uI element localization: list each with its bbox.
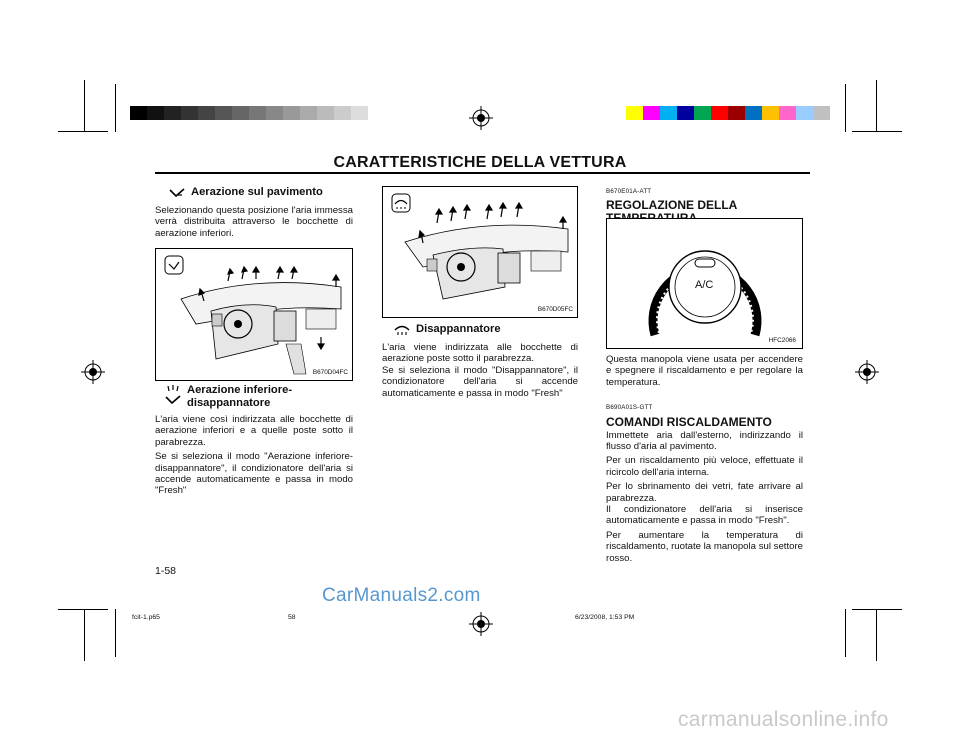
dashboard-illustration [156, 249, 353, 381]
registration-crosshair-icon [81, 360, 105, 384]
floor-defrost-text-1: L'aria viene così indirizzata alle bocchette di aerazione inferiori e a quelle poste sotto il parabrezza. [155, 414, 353, 448]
footer-timestamp: 6/23/2008, 1:53 PM [575, 614, 635, 621]
figure-temperature-knob [606, 218, 803, 349]
floor-text: Selezionando questa posizione l'aria immessa verrà distribuita attraverso le bocchette di aerazione inferiori. [155, 205, 353, 239]
calibration-swatch [164, 106, 181, 120]
calibration-swatch [198, 106, 215, 120]
floor-defrost-heading-2: disappannatore [187, 397, 271, 409]
calibration-swatch [249, 106, 266, 120]
figure-label: B670D05FC [537, 306, 573, 313]
calibration-swatch [796, 106, 813, 120]
page-title: CARATTERISTICHE DELLA VETTURA [333, 154, 627, 171]
watermark: CarManuals2.com [322, 585, 481, 606]
calibration-swatch [266, 106, 283, 120]
calibration-swatch [317, 106, 334, 120]
defrost-icon [394, 322, 410, 336]
floor-vent-icon [169, 187, 185, 199]
calibration-swatch [660, 106, 677, 120]
right-column-bottom [606, 354, 803, 567]
defrost-heading: Disappannatore [416, 322, 501, 335]
calibration-swatch [677, 106, 694, 120]
calibration-swatch [813, 106, 830, 120]
floor-defrost-icon [165, 384, 181, 408]
site-watermark: carmanualsonline.info [678, 708, 889, 731]
calibration-swatch [745, 106, 762, 120]
left-column [155, 186, 353, 242]
calibration-swatch [130, 106, 147, 120]
calibration-swatch [728, 106, 745, 120]
heating-text-4: Il condizionatore dell'aria si inserisce automaticamente e passa in modo "Fresh". [606, 504, 803, 527]
section-code: B690A01S-GTT [606, 404, 653, 412]
temperature-heading-1: REGOLAZIONE DELLA [606, 198, 738, 213]
gray-calibration-bars [130, 106, 368, 120]
floor-defrost-text-2: Se si seleziona il modo "Aerazione inferiore-disappannatore", il condizionatore dell'aria si accende automaticamente e passa in modo "Fresh" [155, 451, 353, 497]
left-column-lower [155, 384, 353, 500]
footer-filename: fcit-1.p65 [132, 614, 160, 621]
registration-crosshair-icon [469, 106, 493, 130]
heating-text-5: Per aumentare la temperatura di riscaldamento, ruotate la manopola sul settore rosso. [606, 529, 803, 564]
calibration-swatch [711, 106, 728, 120]
footer-sheet: 58 [288, 614, 296, 621]
figure-label: HFC2066 [768, 337, 796, 344]
middle-column [382, 322, 578, 402]
calibration-swatch [283, 106, 300, 120]
heating-heading: COMANDI RISCALDAMENTO [606, 414, 772, 429]
heating-text-1: Immettete aria dall'esterno, indirizzando il flusso d'aria al pavimento. [606, 429, 803, 453]
temperature-text: Questa manopola viene usata per accendere e spegnere il riscaldamento e per regolare la temperatura. [606, 354, 803, 388]
calibration-swatch [694, 106, 711, 120]
dashboard-illustration [383, 187, 578, 318]
calibration-swatch [643, 106, 660, 120]
heating-text-3: Per lo sbrinamento dei vetri, fate arrivare al parabrezza. [606, 481, 803, 504]
defrost-text-1: L'aria viene indirizzata alle bocchette di aerazione poste sotto il parabrezza. [382, 342, 578, 365]
section-code: B670E01A-ATT [606, 188, 652, 195]
calibration-swatch [147, 106, 164, 120]
calibration-swatch [779, 106, 796, 120]
color-calibration-bars [626, 106, 830, 120]
title-divider [155, 172, 810, 174]
floor-heading: Aerazione sul pavimento [191, 186, 323, 198]
calibration-swatch [181, 106, 198, 120]
calibration-swatch [351, 106, 368, 120]
calibration-swatch [626, 106, 643, 120]
calibration-swatch [215, 106, 232, 120]
figure-floor-airflow [155, 248, 353, 381]
calibration-swatch [300, 106, 317, 120]
page-number: 1-58 [155, 565, 177, 577]
heating-text-2: Per un riscaldamento più veloce, effettuate il ricircolo dell'aria interna. [606, 455, 803, 478]
calibration-swatch [334, 106, 351, 120]
floor-defrost-heading-1: Aerazione inferiore- [187, 384, 293, 396]
figure-label: B670D04FC [312, 369, 348, 376]
calibration-swatch [232, 106, 249, 120]
figure-defrost-airflow [382, 186, 578, 318]
ac-knob-label: A/C [695, 279, 714, 291]
calibration-swatch [762, 106, 779, 120]
registration-crosshair-icon [469, 612, 493, 636]
registration-crosshair-icon [855, 360, 879, 384]
defrost-text-2: Se si seleziona il modo "Disappannatore", il condizionatore dell'aria si accende automaticamente e passa in modo "Fresh" [382, 364, 578, 399]
